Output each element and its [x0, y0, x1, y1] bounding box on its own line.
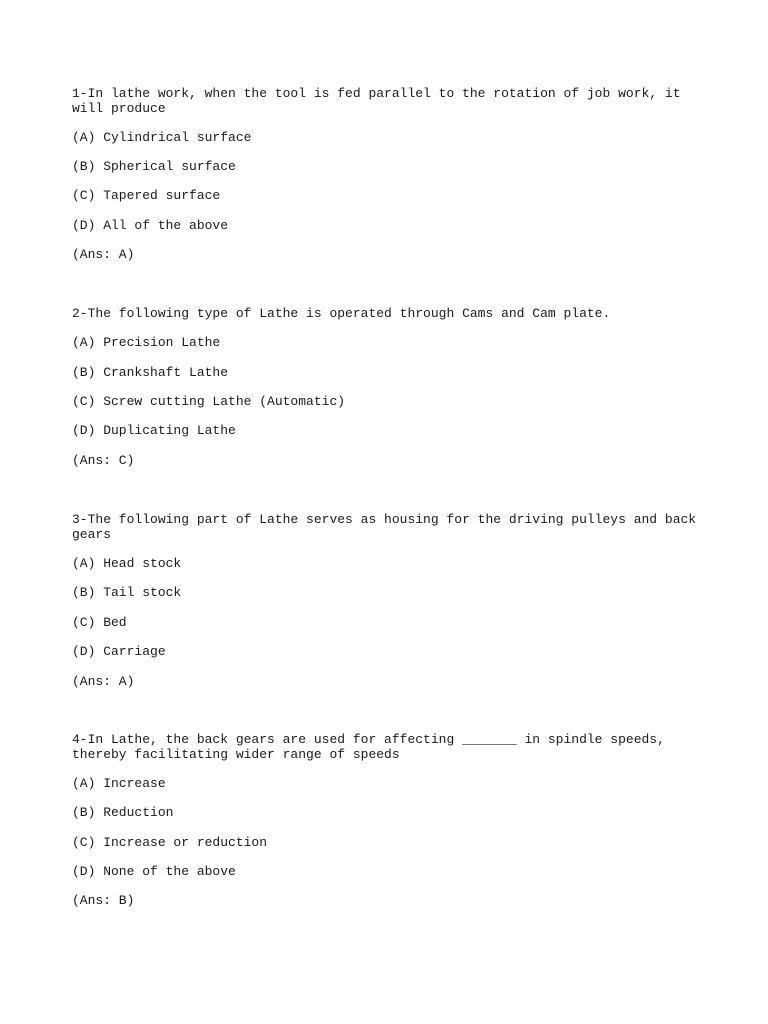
question-2-option-c: (C) Screw cutting Lathe (Automatic) [72, 394, 346, 409]
question-1-answer: (Ans: A) [72, 247, 135, 262]
question-1-option-a: (A) Cylindrical surface [72, 130, 252, 145]
question-3-option-b: (B) Tail stock [72, 585, 182, 600]
question-2-option-d: (D) Duplicating Lathe [72, 423, 236, 438]
question-2-answer: (Ans: C) [72, 453, 135, 468]
question-4-option-d: (D) None of the above [72, 864, 236, 879]
question-1 [72, 86, 712, 262]
question-3-option-c: (C) Bed [72, 615, 127, 630]
question-2 [72, 306, 712, 468]
question-3-option-a: (A) Head stock [72, 556, 182, 571]
question-2-stem: 2-The following type of Lathe is operated through Cams and Cam plate. [72, 306, 611, 321]
question-2-option-a: (A) Precision Lathe [72, 335, 221, 350]
question-2-option-b: (B) Crankshaft Lathe [72, 365, 229, 380]
question-1-option-b: (B) Spherical surface [72, 159, 236, 174]
question-4-stem: 4-In Lathe, the back gears are used for affecting _______ in spindle speeds, thereby facilitating wider range of speeds [72, 732, 665, 762]
question-1-stem: 1-In lathe work, when the tool is fed parallel to the rotation of job work, it will produce [72, 86, 681, 116]
question-4 [72, 732, 712, 908]
question-3-option-d: (D) Carriage [72, 644, 166, 659]
question-4-answer: (Ans: B) [72, 893, 135, 908]
question-4-option-c: (C) Increase or reduction [72, 835, 268, 850]
question-1-option-d: (D) All of the above [72, 218, 229, 233]
question-4-option-b: (B) Reduction [72, 805, 174, 820]
question-3-answer: (Ans: A) [72, 674, 135, 689]
question-4-option-a: (A) Increase [72, 776, 166, 791]
question-3 [72, 512, 712, 689]
question-3-stem: 3-The following part of Lathe serves as housing for the driving pulleys and back gears [72, 512, 697, 542]
question-1-option-c: (C) Tapered surface [72, 188, 221, 203]
